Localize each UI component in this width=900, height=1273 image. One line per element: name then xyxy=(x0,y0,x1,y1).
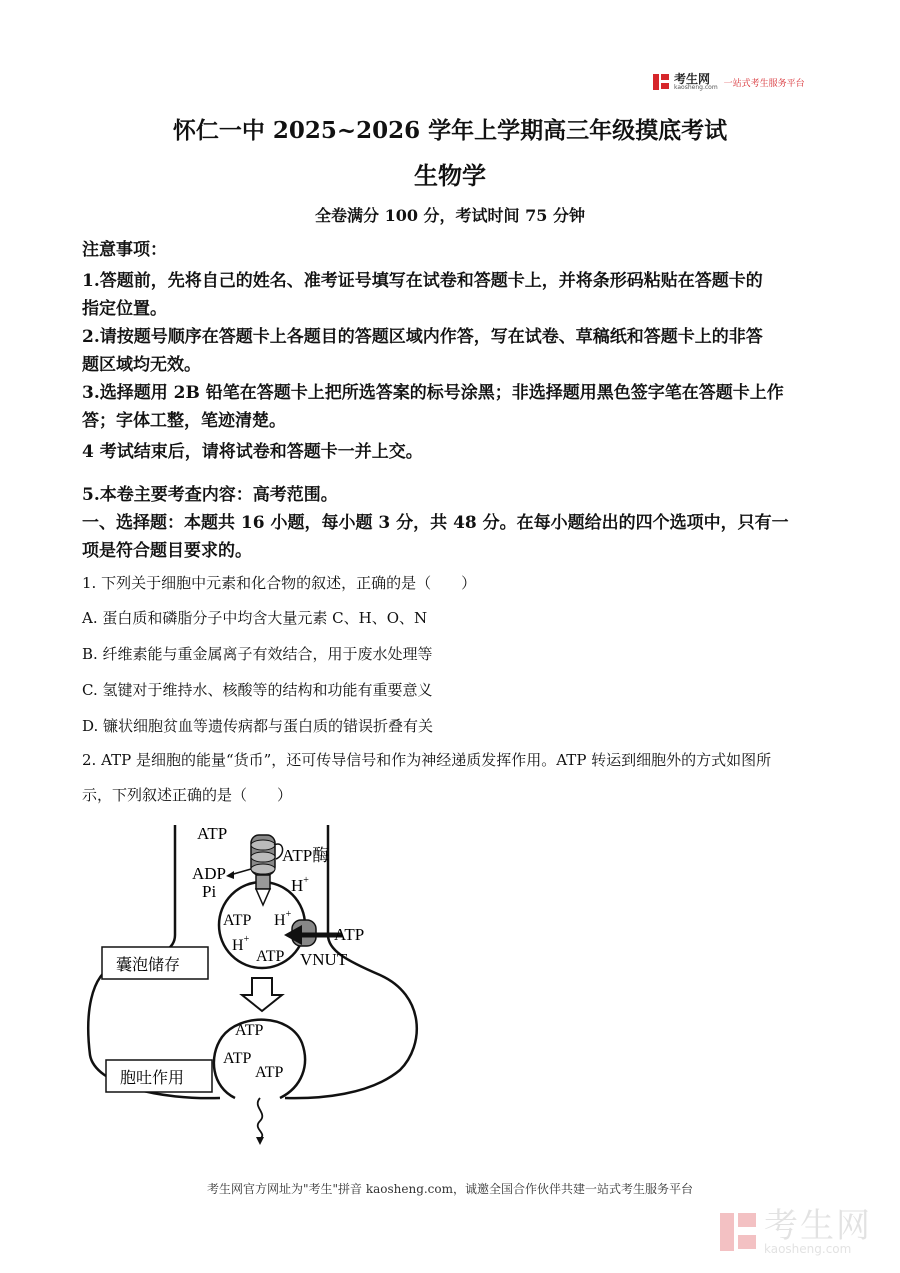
label-h-top: H+ xyxy=(291,875,309,895)
release-squiggle xyxy=(258,1098,263,1139)
note-line: 题区域均无效。 xyxy=(82,355,201,375)
exam-info: 全卷满分 100 分，考试时间 75 分钟 xyxy=(315,206,585,225)
header-logo xyxy=(652,70,822,94)
release-arrowhead xyxy=(256,1137,264,1145)
kaosheng-logo-icon xyxy=(652,72,670,92)
q1-option-b: B. 纤维素能与重金属离子有效结合，用于废水处理等 xyxy=(82,645,433,663)
label-atp-exo-1: ATP xyxy=(235,1022,264,1039)
label-exocytosis: 胞吐作用 xyxy=(120,1068,185,1087)
footer-text: 考生网官方网址为"考生"拼音 kaosheng.com，诚邀全国合作伙伴共建一站式考生服务平台 xyxy=(206,1182,694,1196)
atp-transport-figure xyxy=(80,815,440,1145)
label-atp-vesicle-2: ATP xyxy=(256,948,285,965)
exam-subject: 生物学 xyxy=(414,161,486,190)
q1-option-d: D. 镰状细胞贫血等遗传病都与蛋白质的错误折叠有关 xyxy=(82,717,434,735)
note-line: 答；字体工整，笔迹清楚。 xyxy=(82,411,286,431)
note-line: 1.答题前，先将自己的姓名、准考证号填写在试卷和答题卡上，并将条形码粘贴在答题卡的 xyxy=(82,271,763,291)
label-pi: Pi xyxy=(202,882,217,901)
label-h-vesicle-1: H+ xyxy=(274,909,292,929)
watermark-logo-icon xyxy=(718,1209,758,1255)
label-storage: 囊泡储存 xyxy=(116,955,181,974)
label-atp-vnut: ATP xyxy=(334,925,365,944)
transport-down-arrow-icon xyxy=(242,978,282,1011)
section-heading: 一、选择题：本题共 16 小题，每小题 3 分，共 48 分。在每小题给出的四个选项中，只有一 xyxy=(82,513,789,533)
watermark-name: 考生网 xyxy=(764,1206,872,1246)
logo-name: 考生网 xyxy=(674,72,711,86)
watermark xyxy=(718,1204,888,1260)
q1-option-a: A. 蛋白质和磷脂分子中均含大量元素 C、H、O、N xyxy=(82,609,428,627)
q2-stem: 2. ATP 是细胞的能量“货币”，还可传导信号和作为神经递质发挥作用。ATP 转运到细胞外的方式如图所 xyxy=(82,751,772,769)
section-heading-cont: 项是符合题目要求的。 xyxy=(82,541,252,561)
label-atp-enzyme: ATP酶 xyxy=(282,846,330,865)
q1-stem: 1. 下列关于细胞中元素和化合物的叙述，正确的是（ ） xyxy=(82,574,477,592)
logo-domain: kaosheng.com xyxy=(674,84,718,91)
note-line: 3.选择题用 2B 铅笔在答题卡上把所选答案的标号涂黑；非选择题用黑色签字笔在答题卡上作 xyxy=(82,383,784,403)
label-vnut: VNUT xyxy=(300,950,348,969)
q2-stem-cont: 示，下列叙述正确的是（ ） xyxy=(82,786,293,804)
note-line: 指定位置。 xyxy=(82,299,167,319)
note-line: 5.本卷主要考查内容：高考范围。 xyxy=(82,485,338,505)
label-atp-exo-2: ATP xyxy=(223,1050,252,1067)
notes-heading: 注意事项： xyxy=(82,240,167,260)
watermark-domain: kaosheng.com xyxy=(764,1242,852,1256)
q1-option-c: C. 氢键对于维持水、核酸等的结构和功能有重要意义 xyxy=(82,681,433,699)
note-line: 2.请按题号顺序在答题卡上各题目的答题区域内作答，写在试卷、草稿纸和答题卡上的非答 xyxy=(82,327,763,347)
label-adp: ADP xyxy=(192,864,227,883)
label-atp-exo-3: ATP xyxy=(255,1064,284,1081)
note-line: 4 考试结束后，请将试卷和答题卡一并上交。 xyxy=(82,442,423,462)
adp-arrowhead xyxy=(226,871,234,879)
label-atp-top: ATP xyxy=(197,824,228,843)
logo-slogan: 一站式考生服务平台 xyxy=(723,78,805,89)
label-h-vesicle-2: H+ xyxy=(232,934,250,954)
atp-enzyme-protein xyxy=(251,835,283,889)
label-atp-vesicle-1: ATP xyxy=(223,912,252,929)
exam-title: 怀仁一中 2025~2026 学年上学期高三年级摸底考试 xyxy=(172,117,728,144)
